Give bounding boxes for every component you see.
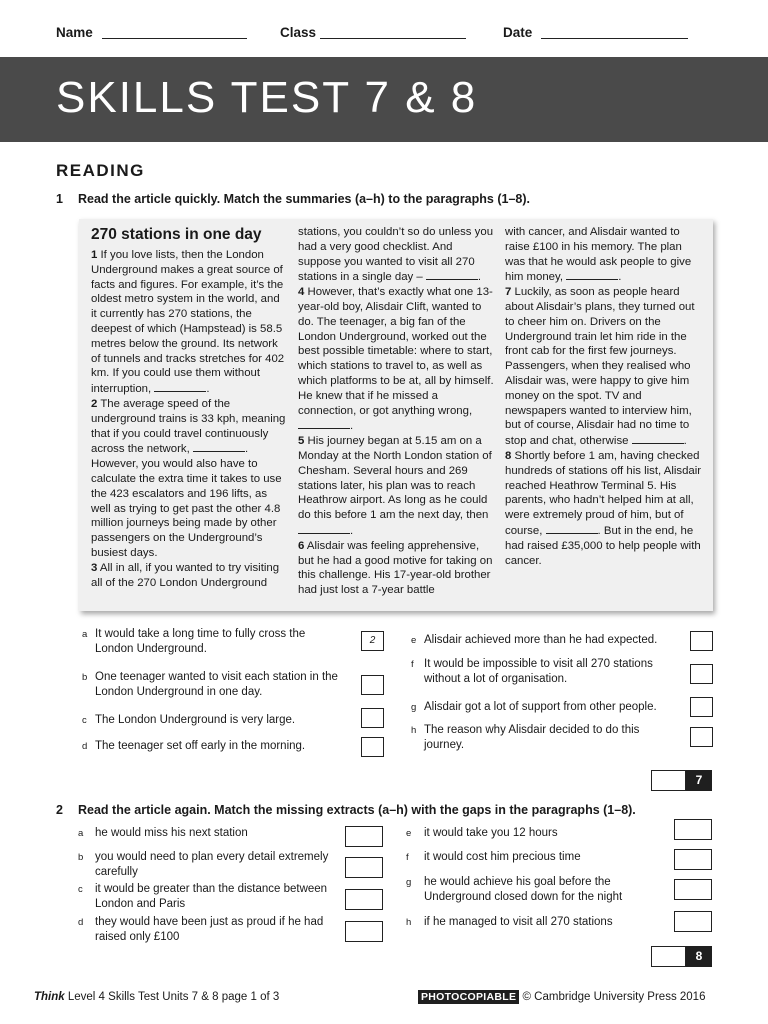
paragraph-6-continued: with cancer, and Alisdair wanted to raise £100 in his memory. The plan was that he would ask people to give him money, . [505,226,692,284]
q1-option-text: The London Underground is very large. [95,714,296,726]
option-letter: e [406,828,412,839]
option-letter: e [411,635,417,646]
option-letter: h [406,917,412,928]
q2-option-text: it would be greater than the distance between London and Paris [95,883,328,910]
article-column-1 [91,225,287,590]
page-title: SKILLS TEST 7 & 8 [56,73,478,122]
option-letter: a [82,629,88,640]
q1-answer-box[interactable] [361,708,384,728]
gap-5[interactable] [298,523,350,534]
q1-answer-box[interactable]: 2 [361,631,384,651]
article-box [79,219,713,611]
gap-6[interactable] [566,269,618,280]
q1-score-total: 7 [686,770,712,791]
paragraph-7: 7 Luckily, as soon as people heard about Alisdair’s plans, they turned out to cheer him on. Drivers on the Underground train let him ride in the front cab for the first few journeys. Passengers, when they realised who Alisdair was, were happy to give him money on the spot. TV and newspapers wanted to interview him, but of course, Alisdair had no time to stop and chat, otherwise . [505,286,695,448]
gap-4[interactable] [298,418,350,429]
gap-7[interactable] [632,433,684,444]
q2-option-text: it would take you 12 hours [424,827,558,839]
q1-option-text: The teenager set off early in the morning. [95,740,306,752]
question-2-number: 2 [56,803,63,817]
q1-answer-box[interactable] [690,727,713,747]
q1-option-text: The reason why Alisdair decided to do this journey. [424,724,640,751]
paragraph-4: 4 However, that’s exactly what one 13-year-old boy, Alisdair Clift, wanted to do. The teenager, a big fan of the London Underground, worked out the best possible timetable: where to start, which stations to travel to, as well as which platforms to be at, all by himself. He knew that if he missed a connection, or got anything wrong, . [298,286,494,433]
q2-score-total: 8 [686,946,712,967]
q2-option-text: they would have been just as proud if he had raised only £100 [95,916,324,943]
paragraph-5: 5 His journey began at 5.15 am on a Monday at the North London station of Chesham. Several hours and 269 stations later, his plan was to reach Heathrow airport. As long as he could do this before 1 am the next day, then . [298,435,492,537]
gap-2[interactable] [193,441,245,452]
q2-answer-box[interactable] [345,857,383,878]
option-letter: c [82,715,87,726]
question-1-instruction: Read the article quickly. Match the summaries (a–h) to the paragraphs (1–8). [78,192,530,206]
gap-3[interactable] [426,269,478,280]
option-letter: c [78,884,83,895]
footer-copyright-block [418,991,705,1003]
option-letter: a [78,828,84,839]
q2-score-box[interactable] [651,946,686,967]
q2-score [651,946,712,965]
class-field[interactable] [320,38,466,39]
copyright: © Cambridge University Press 2016 [522,991,706,1003]
option-letter: d [78,917,84,928]
book-title: Think [34,991,65,1003]
q2-option-text: you would need to plan every detail extremely carefully [95,851,329,878]
q2-answer-box[interactable] [674,849,712,870]
paragraph-3: 3 All in all, if you wanted to try visiting all of the 270 London Underground [91,561,280,589]
name-field[interactable] [102,38,247,39]
q1-answer-box[interactable] [690,697,713,717]
q1-option-text: One teenager wanted to visit each station in the London Underground in one day. [95,671,338,698]
class-label: Class [280,25,317,40]
q2-option-text: he would achieve his goal before the Underground closed down for the night [424,876,623,903]
q1-answer-box[interactable] [690,631,713,651]
date-field[interactable] [541,38,688,39]
section-title: READING [56,161,145,180]
paragraph-6: 6 Alisdair was feeling apprehensive, but he had a good motive for taking on this challenge. His 17-year-old brother had just lost a 7-year battle [298,539,493,597]
gap-1[interactable] [154,381,206,392]
q2-answer-box[interactable] [345,921,383,942]
paragraph-3-continued: stations, you couldn’t so do unless you had a very good checklist. And suppose you wanted to visit all 270 stations in a single day – . [298,226,494,284]
option-letter: b [78,852,84,863]
q2-answer-box[interactable] [345,889,383,910]
q2-option-text: if he managed to visit all 270 stations [424,916,613,928]
article-title: 270 stations in one day [91,226,262,243]
option-letter: d [82,741,88,752]
date-label: Date [503,25,533,40]
gap-8[interactable] [546,523,598,534]
name-label: Name [56,25,93,40]
option-letter: f [406,852,409,863]
q2-answer-box[interactable] [674,879,712,900]
q1-score [651,770,712,789]
q2-option-text: he would miss his next station [95,827,248,839]
q1-option-text: It would take a long time to fully cross the London Underground. [95,628,306,655]
option-letter: g [406,877,412,888]
question-2-instruction: Read the article again. Match the missing extracts (a–h) with the gaps in the paragraphs (1–8). [78,803,636,817]
q1-answer-box[interactable] [361,737,384,757]
option-letter: f [411,659,414,670]
q1-score-box[interactable] [651,770,686,791]
paragraph-1: 1 If you love lists, then the London Underground makes a great source of facts and figures. For example, it’s the oldest metro system in the world, and it currently has 270 stations, the deepest of which (Hampstead) is 58.5 metres below the ground. Its network of tunnels and tracks stretches for 402 km. If you could use them without interruption, . [91,249,285,396]
q2-option-text: it would cost him precious time [424,851,581,863]
q1-answer-box[interactable] [361,675,384,695]
q1-option-text: Alisdair got a lot of support from other people. [424,701,657,713]
paragraph-8: 8 Shortly before 1 am, having checked hundreds of stations off his list, Alisdair reached Heathrow Terminal 5. His parents, who hadn’t helped him at all, were extremely proud of him, but of course, . But in the end, he had raised £35,000 to help people with cancer. [505,449,702,567]
option-letter: g [411,702,417,713]
footer-info: Level 4 Skills Test Units 7 & 8 page 1 of 3 [67,991,280,1003]
q2-answer-box[interactable] [674,819,712,840]
option-letter: b [82,672,88,683]
article-column-3 [505,225,705,568]
q2-answer-box[interactable] [345,826,383,847]
article-column-2 [298,225,494,598]
q2-answer-box[interactable] [674,911,712,932]
option-letter: h [411,725,417,736]
paragraph-2: 2 The average speed of the underground trains is 33 kph, meaning that if you could travel continuously across the network, . However, you would also have to calculate the extra time it takes to use the 423 escalators and 196 lifts, as well as trying to get past the other 4.8 million journeys being made by other passengers on the Underground’s busiest days. [91,397,286,559]
q1-answer-box[interactable] [690,664,713,684]
question-1-number: 1 [56,192,63,206]
footer-book-info [34,991,279,1003]
q1-option-text: It would be impossible to visit all 270 stations without a lot of organisation. [424,658,653,685]
q1-option-text: Alisdair achieved more than he had expected. [424,634,658,646]
photocopiable-badge: PHOTOCOPIABLE [418,990,519,1004]
